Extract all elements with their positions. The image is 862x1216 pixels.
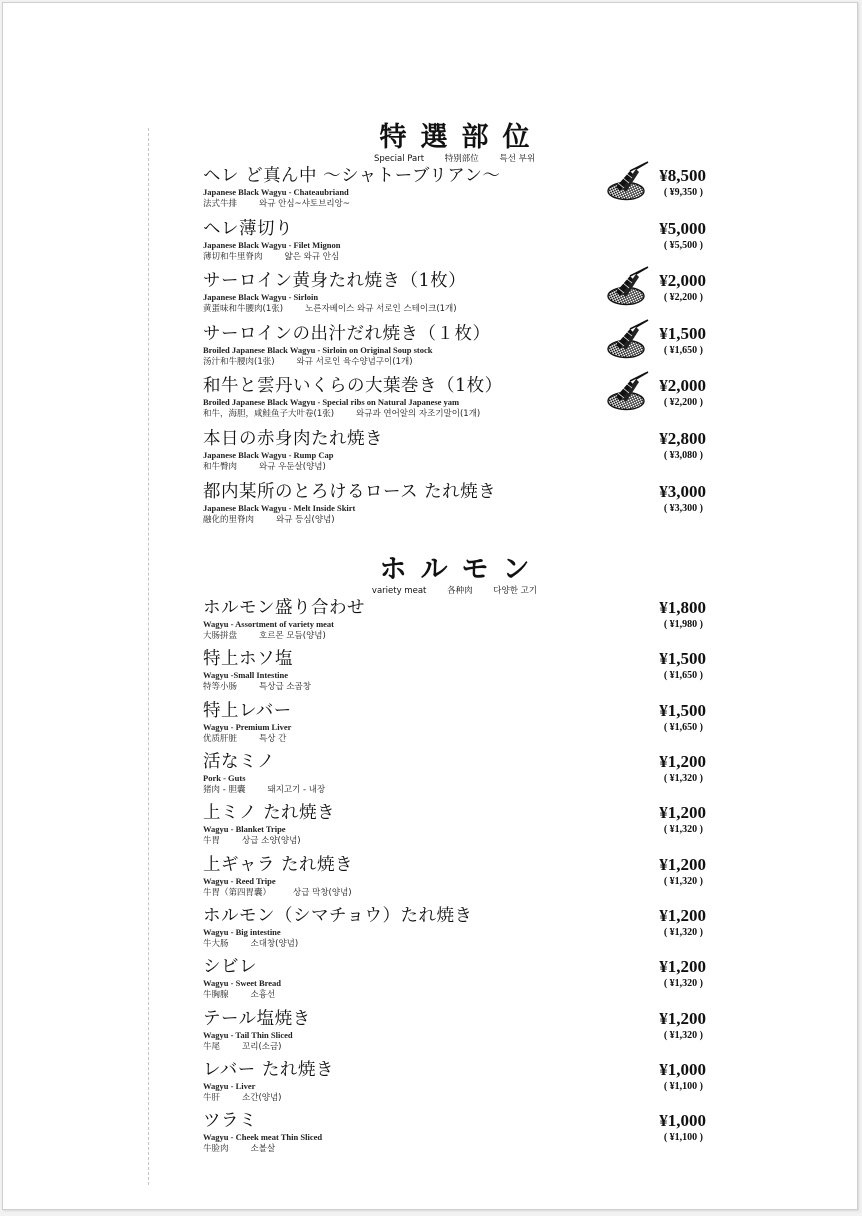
item-name-ko: 와규 등심(양념) [276, 514, 335, 525]
item-price-tax-incl: ( ¥2,200 ) [663, 397, 703, 409]
price-box [636, 429, 706, 462]
item-name-local [203, 1143, 706, 1156]
item-name-ja: ヘレ薄切り [203, 218, 293, 239]
item-name-ko: 특상 간 [259, 733, 287, 744]
price-box [636, 1009, 706, 1042]
section-subtitle-en: Special Part [373, 154, 425, 164]
item-name-ko: 소간(양념) [242, 1092, 282, 1103]
item-price: ¥1,200 [659, 905, 706, 925]
grill-icon [606, 161, 652, 201]
item-name-en: Japanese Black Wagyu - Chateaubriand [203, 187, 349, 197]
item-price-tax-incl: ( ¥3,080 ) [663, 449, 703, 461]
menu-item [203, 1008, 706, 1059]
menu-page [2, 2, 858, 1210]
menu-item [203, 218, 706, 271]
item-price: ¥1,200 [659, 752, 706, 772]
price-box [636, 752, 706, 785]
item-name-zh: 薄切和牛里脊肉 [203, 251, 263, 262]
item-price: ¥1,800 [659, 598, 706, 618]
item-name-ja: 都内某所のとろけるロース たれ焼き [203, 481, 497, 502]
item-name-ko: 노른자베이스 와규 서로인 스테이크(1개) [305, 304, 457, 315]
item-price: ¥1,200 [659, 957, 706, 977]
item-name-ja: シビレ [203, 957, 257, 978]
item-name-zh: 牛尾 [203, 1041, 221, 1052]
item-price-tax-incl: ( ¥1,320 ) [663, 773, 703, 785]
item-price-tax-incl: ( ¥1,100 ) [663, 1080, 703, 1092]
menu-content [203, 121, 706, 1161]
item-name-zh: 和牛臀肉 [203, 461, 238, 472]
item-name-ja: レバー たれ焼き [203, 1059, 334, 1080]
price-box [636, 219, 706, 252]
item-name-local [203, 887, 706, 900]
item-price-tax-incl: ( ¥1,320 ) [663, 1029, 703, 1041]
item-name-en: Broiled Japanese Black Wagyu - Sirloin on Original Soup stock [203, 344, 433, 355]
item-name-ko: 돼지고기 - 내장 [267, 785, 326, 796]
price-box [636, 957, 706, 990]
item-price: ¥1,000 [659, 1059, 706, 1079]
section-subtitle-ko: 특선 부위 [499, 154, 536, 164]
section-title: ホルモン [379, 554, 544, 586]
price-box [636, 855, 706, 888]
item-name-local [203, 461, 706, 474]
item-name-ko: 와규 우둔살(양념) [259, 461, 326, 472]
item-price-tax-incl: ( ¥2,200 ) [663, 292, 703, 304]
item-name-ko: 소볼살 [250, 1144, 276, 1155]
item-name-ko: 소대창(양념) [250, 938, 299, 949]
item-name-ja: サーロインの出汁だれ焼き（１枚） [203, 323, 491, 344]
item-name-zh: 特等小肠 [203, 682, 238, 693]
menu-item [203, 956, 706, 1007]
menu-item-list [203, 597, 706, 1161]
grill-icon [606, 266, 652, 306]
item-price-tax-incl: ( ¥1,650 ) [663, 721, 703, 733]
item-name-zh: 牛肝 [203, 1092, 221, 1103]
item-name-local [203, 681, 706, 694]
item-name-en: Wagyu - Liver [203, 1080, 256, 1091]
item-name-en: Wagyu - Blanket Tripe [203, 824, 286, 835]
item-name-zh: 牛胸腺 [203, 990, 229, 1001]
menu-item [203, 905, 706, 956]
item-name-local [203, 989, 706, 1002]
fold-guide-line [148, 128, 149, 1185]
section-title: 特選部位 [379, 122, 544, 153]
item-name-zh: 牛大肠 [203, 938, 229, 949]
item-price: ¥8,500 [659, 166, 706, 185]
item-price: ¥1,200 [659, 854, 706, 874]
item-name-ja: 活なミノ [203, 752, 275, 773]
price-box [636, 1111, 706, 1144]
menu-item [203, 648, 706, 699]
menu-item [203, 802, 706, 853]
item-name-ja: 上ミノ たれ焼き [203, 803, 336, 824]
item-name-ja: サーロイン黄身たれ焼き（1枚） [203, 271, 467, 292]
item-name-ja: ツラミ [203, 1111, 257, 1132]
item-name-en: Japanese Black Wagyu - Rump Cap [203, 449, 334, 460]
section-header [203, 553, 706, 597]
item-name-local [203, 784, 706, 797]
section-subtitle-zh: 特别部位 [444, 154, 479, 164]
menu-item [203, 323, 706, 376]
item-price-tax-incl: ( ¥1,320 ) [663, 824, 703, 836]
item-name-local [203, 630, 706, 643]
menu-item [203, 597, 706, 648]
item-name-ko: 특상급 소곱창 [259, 682, 311, 693]
menu-item [203, 854, 706, 905]
menu-item [203, 270, 706, 323]
item-name-en: Wagyu -Small Intestine [203, 670, 289, 681]
item-price-tax-incl: ( ¥1,980 ) [663, 619, 703, 631]
item-name-ja: 上ギャラ たれ焼き [203, 854, 354, 875]
item-name-local [203, 1092, 706, 1105]
item-price-tax-incl: ( ¥3,300 ) [663, 502, 703, 514]
item-price: ¥2,800 [659, 428, 706, 448]
item-name-en: Japanese Black Wagyu - Filet Mignon [203, 239, 341, 250]
item-name-en: Japanese Black Wagyu - Sirloin [203, 292, 319, 303]
item-name-ko: 호르몬 모듬(양념) [259, 631, 326, 642]
item-name-en: Wagyu - Assortment of variety meat [203, 619, 335, 630]
menu-item [203, 751, 706, 802]
price-box [636, 1060, 706, 1093]
price-box [636, 482, 706, 515]
item-name-local [203, 1041, 706, 1054]
item-name-ko: 상급 소양(양념) [242, 836, 301, 847]
item-name-ja: 特上ホソ塩 [203, 649, 293, 670]
item-name-ja: ホルモン（シマチョウ）たれ焼き [203, 905, 473, 926]
item-name-en: Wagyu - Reed Tripe [203, 875, 276, 886]
item-name-en: Wagyu - Tail Thin Sliced [203, 1029, 293, 1040]
section-header [203, 121, 706, 165]
menu-item-list [203, 165, 706, 533]
section-subtitle-zh: 各种肉 [447, 586, 473, 597]
menu-item [203, 481, 706, 534]
grill-icon [606, 319, 652, 359]
item-name-ja: テール塩焼き [203, 1008, 311, 1029]
item-price-tax-incl: ( ¥1,100 ) [663, 1132, 703, 1144]
menu-section-1 [203, 121, 706, 533]
menu-section-2 [203, 553, 706, 1161]
item-name-en: Pork - Guts [203, 773, 246, 784]
item-name-local [203, 514, 706, 527]
item-price: ¥1,200 [659, 803, 706, 823]
item-price-tax-incl: ( ¥1,320 ) [663, 978, 703, 990]
item-name-ko: 와규과 연어알의 자조기말이(1개) [356, 409, 481, 420]
item-name-ko: 상급 막창(양념) [293, 887, 352, 898]
item-price-tax-incl: ( ¥5,500 ) [663, 239, 703, 251]
item-name-local [203, 938, 706, 951]
section-subtitle-ko: 다양한 고기 [493, 586, 538, 597]
item-price-tax-incl: ( ¥9,350 ) [663, 187, 703, 198]
menu-item [203, 428, 706, 481]
item-name-en: Wagyu - Big intestine [203, 926, 281, 937]
item-name-zh: 和牛，海胆，咸鲑鱼子大叶卷(1张) [203, 409, 335, 420]
item-name-ja: ヘレ ど真ん中 ～シャトーブリアン～ [203, 166, 501, 186]
menu-item [203, 1059, 706, 1110]
price-box [636, 803, 706, 836]
price-box [636, 701, 706, 734]
item-name-ja: ホルモン盛り合わせ [203, 598, 365, 619]
item-name-ko: 와규 서로인 육수양념구이(1개) [296, 356, 413, 367]
item-name-zh: 融化的里脊肉 [203, 514, 255, 525]
item-name-ko: 소흉선 [250, 990, 276, 1001]
item-name-zh: 黄蛋味和牛腰肉(1张) [203, 304, 284, 315]
item-price-tax-incl: ( ¥1,320 ) [663, 875, 703, 887]
item-price: ¥5,000 [659, 218, 706, 238]
item-price: ¥1,200 [659, 1008, 706, 1028]
item-price: ¥1,000 [659, 1111, 706, 1131]
item-name-ja: 特上レバー [203, 700, 292, 721]
item-name-local [203, 835, 706, 848]
item-name-ja: 和牛と雲丹いくらの大葉巻き（1枚） [203, 376, 503, 397]
menu-item [203, 165, 706, 218]
item-name-zh: 牛胃（第四胃囊） [203, 887, 272, 898]
item-name-local [203, 733, 706, 746]
item-name-zh: 牛脸肉 [203, 1144, 229, 1155]
item-price: ¥1,500 [659, 700, 706, 720]
section-subtitle-en: variety meat [371, 586, 427, 597]
item-name-en: Japanese Black Wagyu - Melt Inside Skirt [203, 502, 356, 513]
item-price-tax-incl: ( ¥1,320 ) [663, 926, 703, 938]
item-name-ko: 꼬리(소금) [242, 1041, 282, 1052]
item-name-en: Wagyu - Cheek meat Thin Sliced [203, 1132, 323, 1143]
item-name-en: Broiled Japanese Black Wagyu - Special ribs on Natural Japanese yam [203, 397, 460, 408]
price-box [636, 649, 706, 682]
item-price: ¥1,500 [659, 323, 706, 343]
item-name-ko: 얇은 와규 안심 [284, 251, 340, 262]
grill-icon [606, 371, 652, 411]
menu-item [203, 375, 706, 428]
item-name-zh: 法式牛排 [203, 199, 238, 209]
item-name-zh: 大肠拼盘 [203, 631, 238, 642]
item-price-tax-incl: ( ¥1,650 ) [663, 670, 703, 682]
item-price: ¥2,000 [659, 271, 706, 291]
item-price: ¥3,000 [659, 481, 706, 501]
menu-item [203, 700, 706, 751]
item-price: ¥1,500 [659, 649, 706, 669]
item-name-zh: 优质肝脏 [203, 733, 238, 744]
item-name-ja: 本日の赤身肉たれ焼き [203, 428, 383, 449]
item-price-tax-incl: ( ¥1,650 ) [663, 344, 703, 356]
price-box [636, 906, 706, 939]
item-name-en: Wagyu - Sweet Bread [203, 978, 281, 989]
item-price: ¥2,000 [659, 376, 706, 396]
item-name-zh: 汤汁和牛腰肉(1张) [203, 356, 275, 367]
price-box [636, 598, 706, 631]
item-name-local [203, 251, 706, 264]
item-name-zh: 猪肉 - 胆囊 [203, 785, 246, 796]
item-name-zh: 牛胃 [203, 836, 221, 847]
item-name-en: Wagyu - Premium Liver [203, 721, 292, 732]
item-name-ko: 와규 안심~샤토브리앙~ [259, 199, 350, 209]
section-subtitle [203, 586, 706, 597]
menu-item [203, 1110, 706, 1161]
